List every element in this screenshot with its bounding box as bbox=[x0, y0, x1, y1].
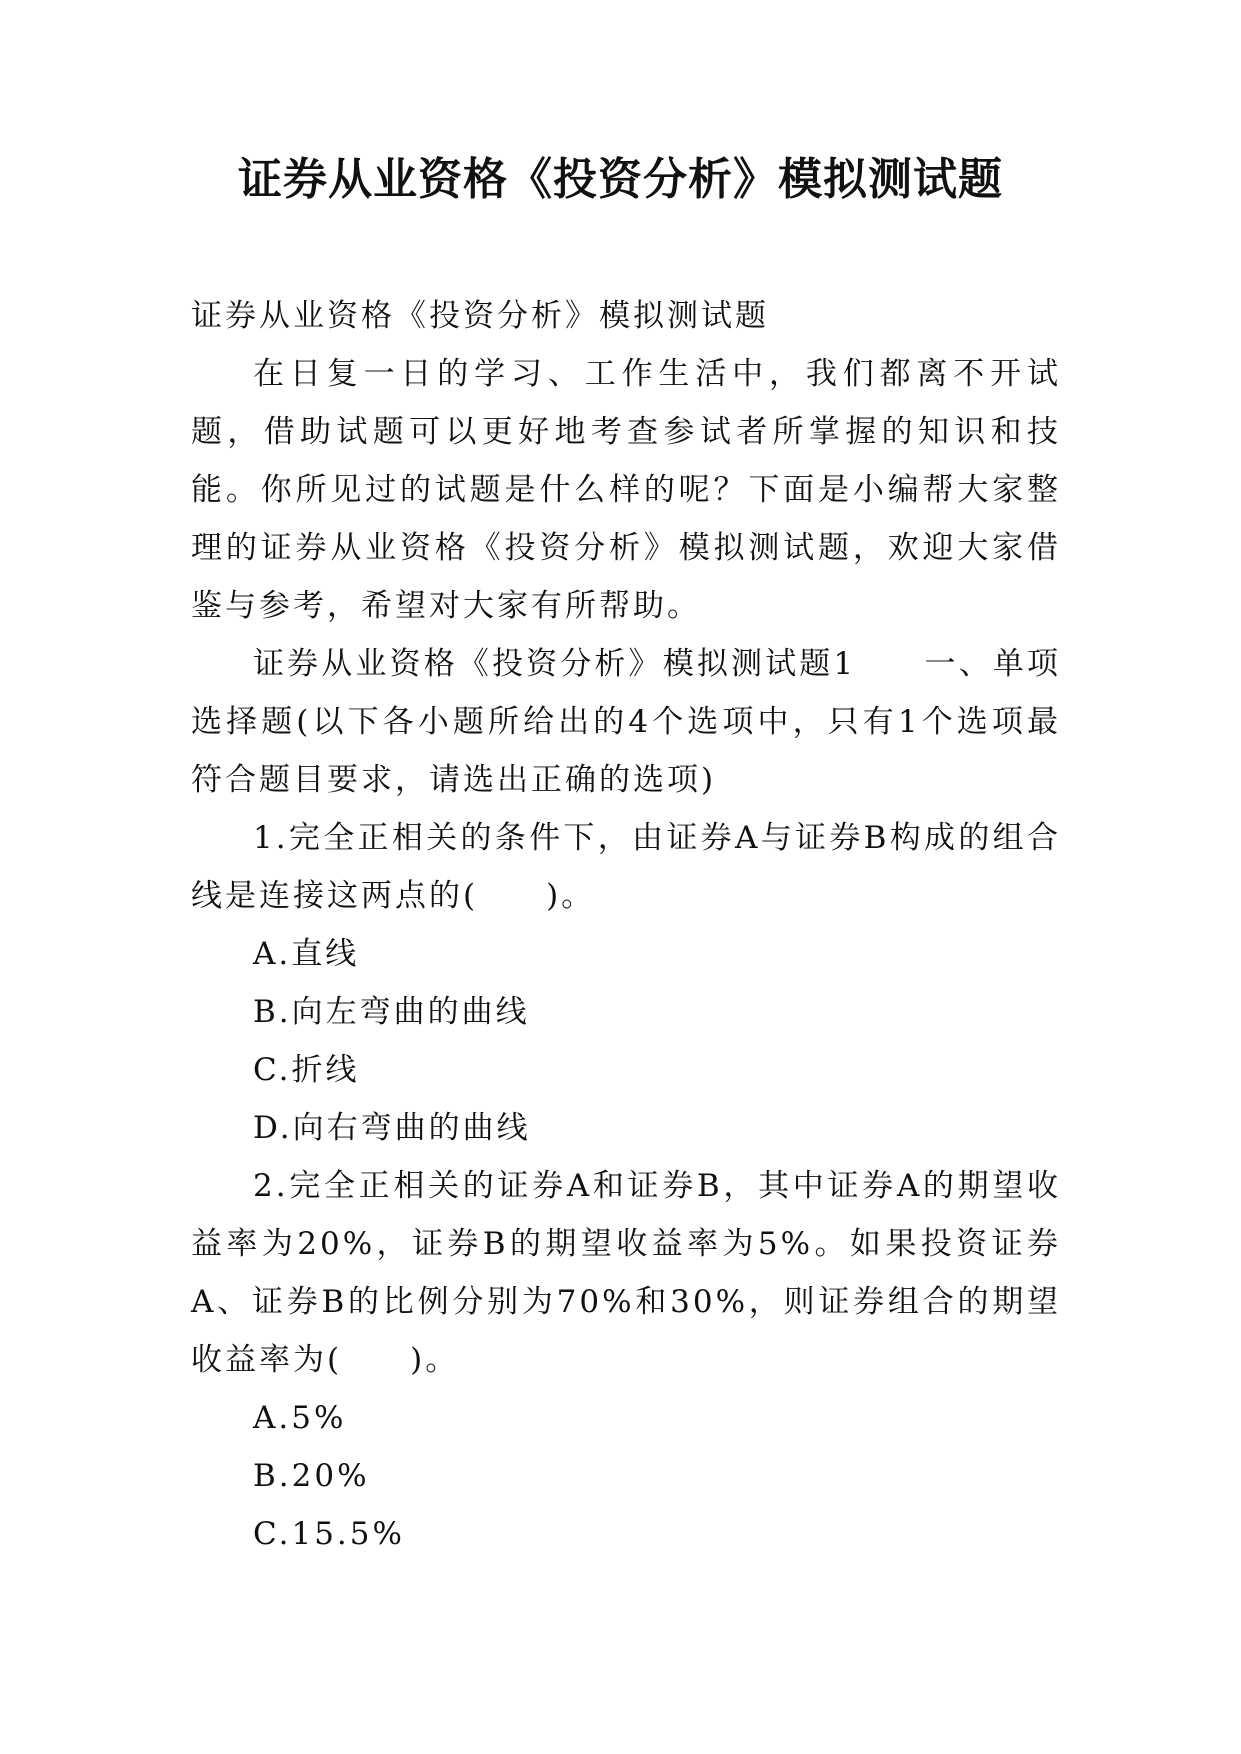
question-2-option-a: A.5% bbox=[253, 1400, 347, 1436]
document-body bbox=[191, 287, 1061, 1563]
question-2: 2.完全正相关的证券A和证券B，其中证券A的期望收益率为20%，证券B的期望收益率为5%。如果投资证券A、证券B的比例分别为70%和30%，则证券组合的期望收益率为( )。 bbox=[191, 1168, 1061, 1378]
intro-paragraph: 在日复一日的学习、工作生活中，我们都离不开试题，借助试题可以更好地考查参试者所掌握的知识和技能。你所见过的试题是什么样的呢？下面是小编帮大家整理的证券从业资格《投资分析》模拟测试题，欢迎大家借鉴与参考，希望对大家有所帮助。 bbox=[191, 356, 1061, 624]
subtitle-paragraph: 证券从业资格《投资分析》模拟测试题 bbox=[191, 298, 769, 334]
question-2-option-c: C.15.5% bbox=[253, 1516, 405, 1552]
question-1-option-a: A.直线 bbox=[253, 936, 360, 972]
question-2-option-b: B.20% bbox=[253, 1458, 370, 1494]
document-title: 证券从业资格《投资分析》模拟测试题 bbox=[238, 154, 1003, 205]
section-heading-paragraph: 证券从业资格《投资分析》模拟测试题1 一、单项选择题(以下各小题所给出的4个选项中，只有1个选项最符合题目要求，请选出正确的选项) bbox=[191, 646, 1061, 798]
question-1-option-b: B.向左弯曲的曲线 bbox=[253, 994, 530, 1030]
question-1-option-c: C.折线 bbox=[253, 1052, 360, 1088]
question-1: 1.完全正相关的条件下，由证券A与证券B构成的组合线是连接这两点的( )。 bbox=[191, 820, 1061, 914]
question-1-option-d: D.向右弯曲的曲线 bbox=[253, 1110, 531, 1146]
